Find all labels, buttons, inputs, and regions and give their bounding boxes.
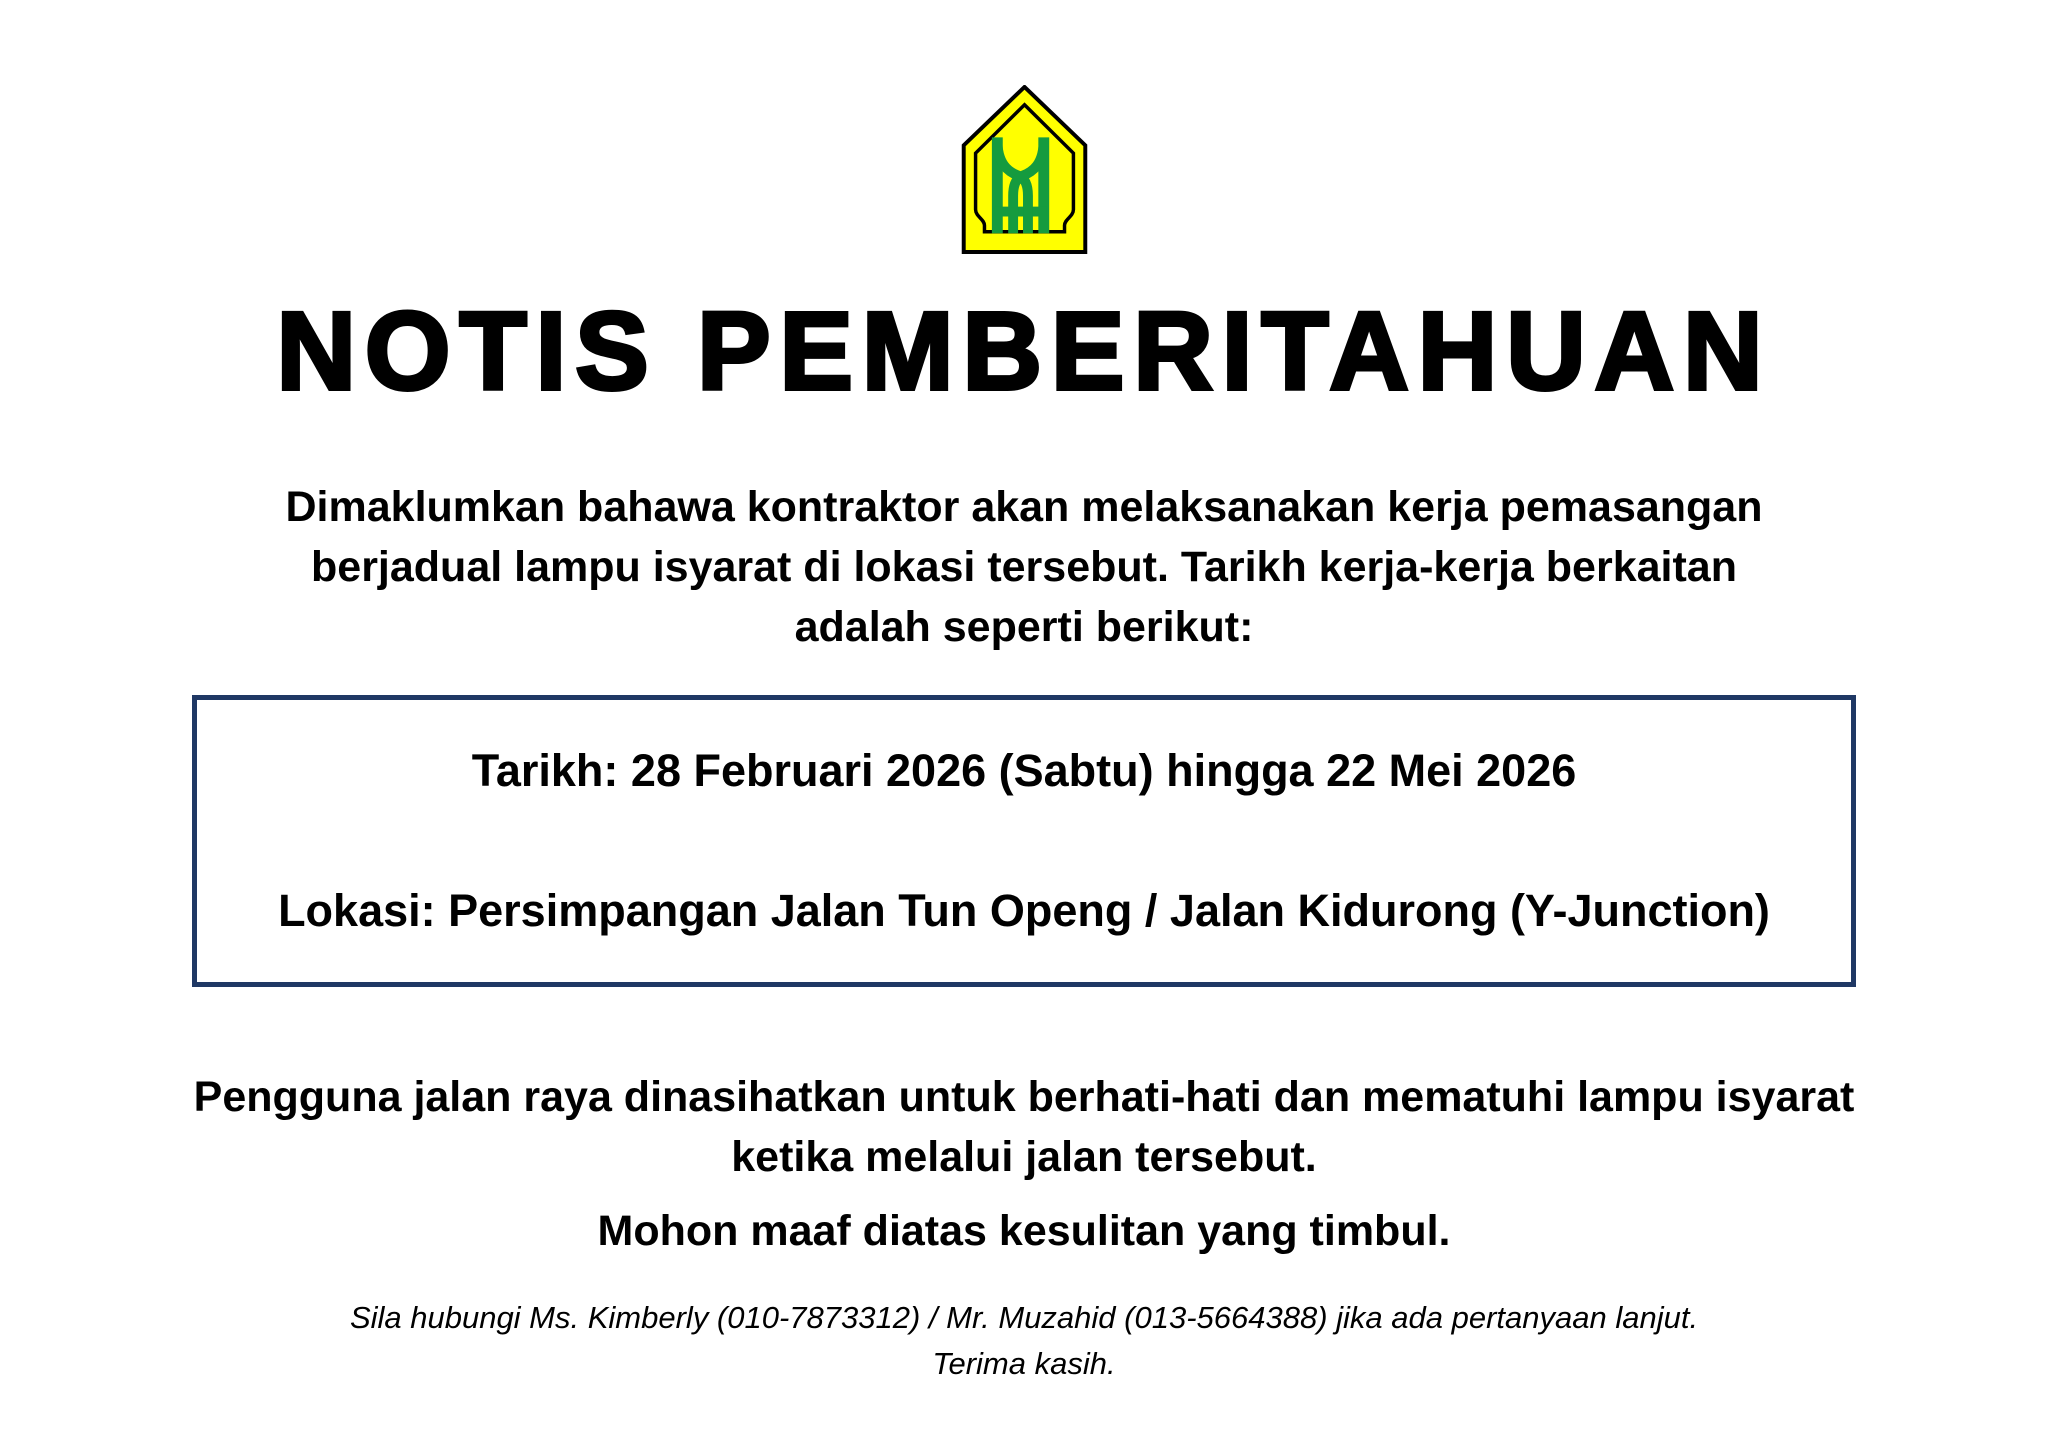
intro-line-2: berjadual lampu isyarat di lokasi tersebut. Tarikh kerja-kerja berkaitan (311, 543, 1737, 591)
intro-paragraph (0, 477, 2048, 657)
contact-footer (0, 1295, 2048, 1387)
details-box (192, 695, 1856, 987)
contact-line: Sila hubungi Ms. Kimberly (010-7873312) / Mr. Muzahid (013-5664388) jika ada pertanyaan lanjut. (349, 1300, 1699, 1335)
apology-line: Mohon maaf diatas kesulitan yang timbul. (597, 1207, 1451, 1255)
intro-line-1: Dimaklumkan bahawa kontraktor akan melaksanakan kerja pemasangan (285, 483, 1763, 531)
page-title: NOTIS PEMBERITAHUAN (276, 290, 1772, 413)
intro-line-3: adalah seperti berikut: (794, 603, 1254, 651)
advisory-paragraph (0, 1067, 2048, 1187)
closing-line: Terima kasih. (932, 1346, 1116, 1381)
advisory-line-1: Pengguna jalan raya dinasihatkan untuk berhati-hati dan mematuhi lampu isyarat (193, 1073, 1855, 1121)
agency-crest-logo (961, 85, 1088, 255)
advisory-line-2: ketika melalui jalan tersebut. (731, 1133, 1317, 1181)
date-line: Tarikh: 28 Februari 2026 (Sabtu) hingga 22 Mei 2026 (471, 745, 1577, 796)
location-line: Lokasi: Persimpangan Jalan Tun Openg / Jalan Kidurong (Y-Junction) (278, 885, 1770, 936)
